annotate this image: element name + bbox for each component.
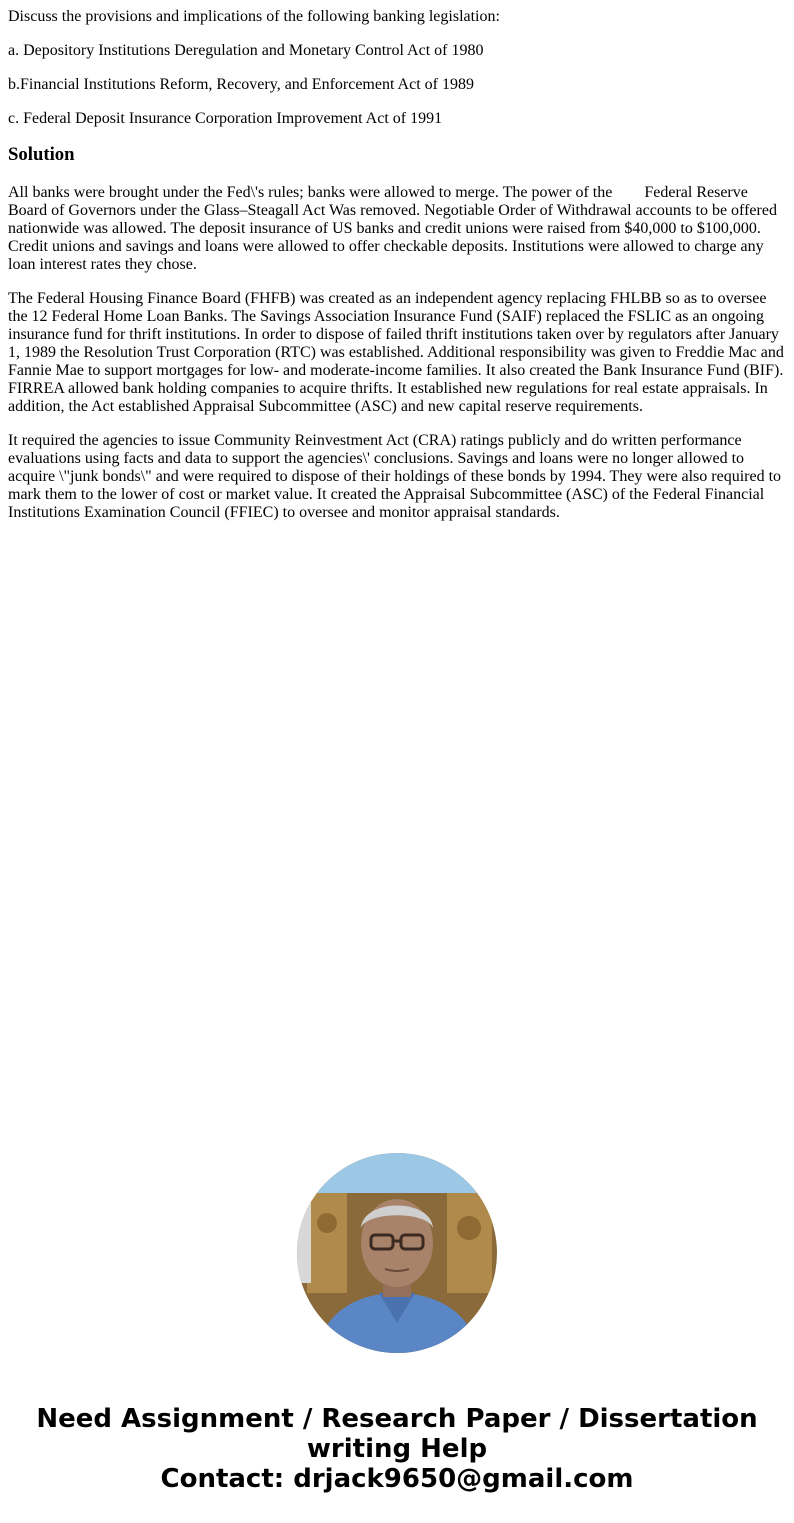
- question-intro: Discuss the provisions and implications of the following banking legislation:: [8, 8, 500, 25]
- question-item-c: c. Federal Deposit Insurance Corporation Improvement Act of 1991: [8, 110, 443, 127]
- question-item-a: a. Depository Institutions Deregulation and Monetary Control Act of 1980: [8, 42, 484, 59]
- promo-banner: [0, 1404, 794, 1494]
- promo-line-2: writing Help: [306, 1434, 488, 1464]
- promo-contact: Contact: drjack9650@gmail.com: [160, 1464, 634, 1494]
- solution-heading: Solution: [8, 144, 75, 165]
- solution-paragraph-1: All banks were brought under the Fed\'s rules; banks were allowed to merge. The power of the Federal Reserve Board of Governors under the Glass–Steagall Act Was removed. Negotiable Order of Withdrawal accounts to be offered nationwide was allowed. The deposit insurance of US banks and credit unions were raised from $40,000 to $100,000. Credit unions and savings and loans were allowed to offer checkable deposits. Institutions were allowed to charge any loan interest rates they chose.: [8, 184, 781, 273]
- solution-paragraph-3: It required the agencies to issue Community Reinvestment Act (CRA) ratings publicly and do written performance evaluations using facts and data to support the agencies\' conclusions. Savings and loans were no longer allowed to acquire \"junk bonds\" and were required to dispose of their holdings of these bonds by 1994. They were also required to mark them to the lower of cost or market value. It created the Appraisal Subcommittee (ASC) of the Federal Financial Institutions Examination Council (FFIEC) to oversee and monitor appraisal standards.: [8, 432, 782, 521]
- author-photo: [297, 1153, 497, 1353]
- solution-paragraph-2: The Federal Housing Finance Board (FHFB) was created as an independent agency replacing FHLBB so as to oversee the 12 Federal Home Loan Banks. The Savings Association Insurance Fund (SAIF) replaced the FSLIC as an ongoing insurance fund for thrift institutions. In order to dispose of failed thrift institutions taken over by regulators after January 1, 1989 the Resolution Trust Corporation (RTC) was established. Additional responsibility was given to Freddie Mac and Fannie Mae to support mortgages for low- and moderate-income families. It also created the Bank Insurance Fund (BIF). FIRREA allowed bank holding companies to acquire thrifts. It established new regulations for real estate appraisals. In addition, the Act established Appraisal Subcommittee (ASC) and new capital reserve requirements.: [8, 290, 784, 415]
- promo-line-1: Need Assignment / Research Paper / Dissertation: [36, 1404, 758, 1434]
- question-item-b: b.Financial Institutions Reform, Recovery, and Enforcement Act of 1989: [8, 76, 474, 93]
- person-photo-icon: [297, 1153, 497, 1353]
- document-body: [8, 8, 786, 538]
